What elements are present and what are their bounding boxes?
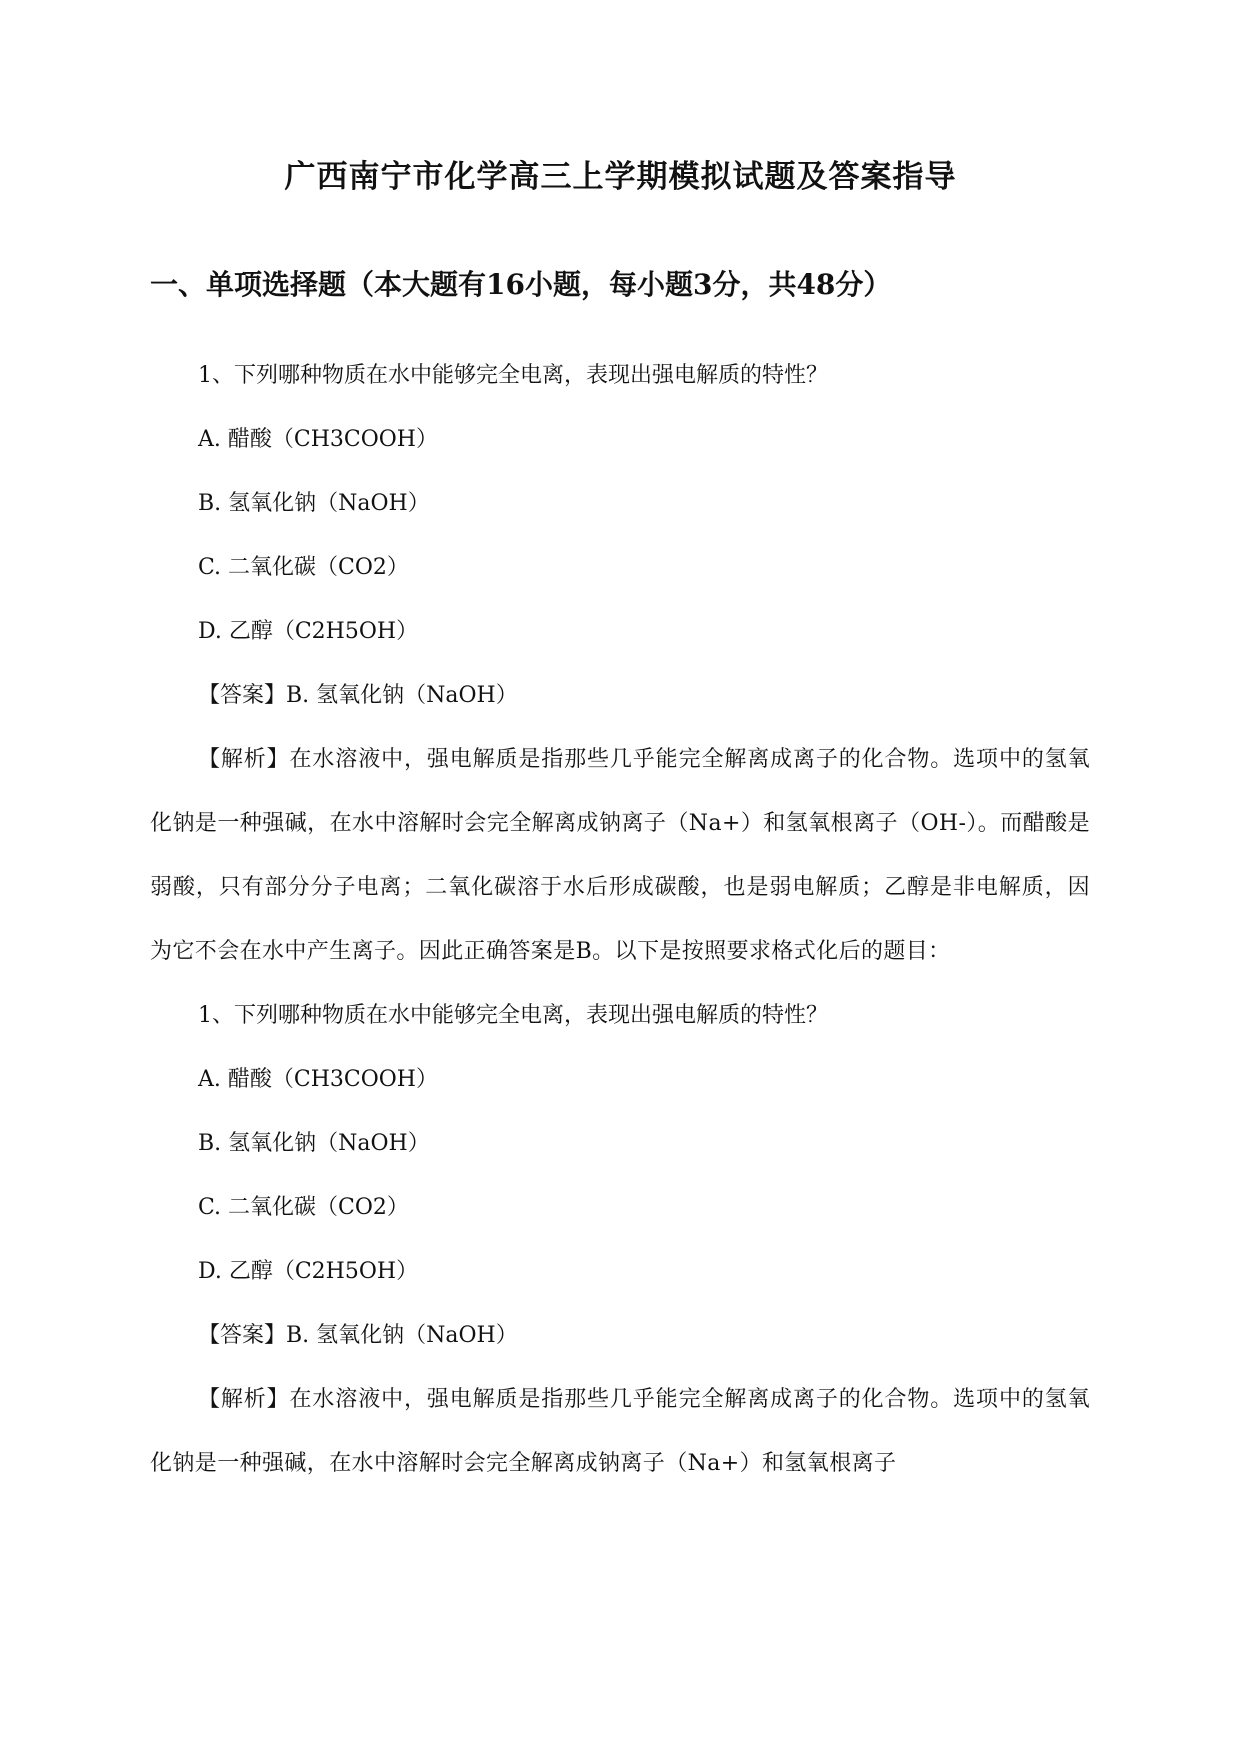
- option-c: C. 二氧化碳（CO2）: [198, 555, 409, 580]
- option-a: A. 醋酸（CH3COOH）: [198, 427, 438, 452]
- option-c: C. 二氧化碳（CO2）: [198, 1195, 409, 1220]
- option-a: A. 醋酸（CH3COOH）: [198, 1067, 438, 1092]
- option-b: B. 氢氧化钠（NaOH）: [198, 491, 430, 516]
- question-text: 1、下列哪种物质在水中能够完全电离，表现出强电解质的特性？: [198, 363, 828, 388]
- document-body: [150, 344, 1090, 1496]
- option-d: D. 乙醇（C2H5OH）: [198, 1259, 419, 1284]
- question-text: 1、下列哪种物质在水中能够完全电离，表现出强电解质的特性？: [198, 1003, 828, 1028]
- section-heading: 一、单项选择题（本大题有16小题，每小题3分，共48分）: [150, 268, 892, 301]
- document-title: 广西南宁市化学高三上学期模拟试题及答案指导: [284, 159, 957, 195]
- analysis-paragraph: 【解析】在水溶液中，强电解质是指那些几乎能完全解离成离子的化合物。选项中的氢氧化钠是一种强碱，在水中溶解时会完全解离成钠离子（Na+）和氢氧根离子: [150, 1387, 1090, 1476]
- answer-text: 【答案】B. 氢氧化钠（NaOH）: [198, 683, 518, 708]
- option-b: B. 氢氧化钠（NaOH）: [198, 1131, 430, 1156]
- answer-text: 【答案】B. 氢氧化钠（NaOH）: [198, 1323, 518, 1348]
- option-d: D. 乙醇（C2H5OH）: [198, 619, 419, 644]
- analysis-paragraph: 【解析】在水溶液中，强电解质是指那些几乎能完全解离成离子的化合物。选项中的氢氧化钠是一种强碱，在水中溶解时会完全解离成钠离子（Na+）和氢氧根离子（OH-）。而醋酸是弱酸，只有部分分子电离；二氧化碳溶于水后形成碳酸，也是弱电解质；乙醇是非电解质，因为它不会在水中产生离子。因此正确答案是B。以下是按照要求格式化后的题目：: [150, 747, 1090, 964]
